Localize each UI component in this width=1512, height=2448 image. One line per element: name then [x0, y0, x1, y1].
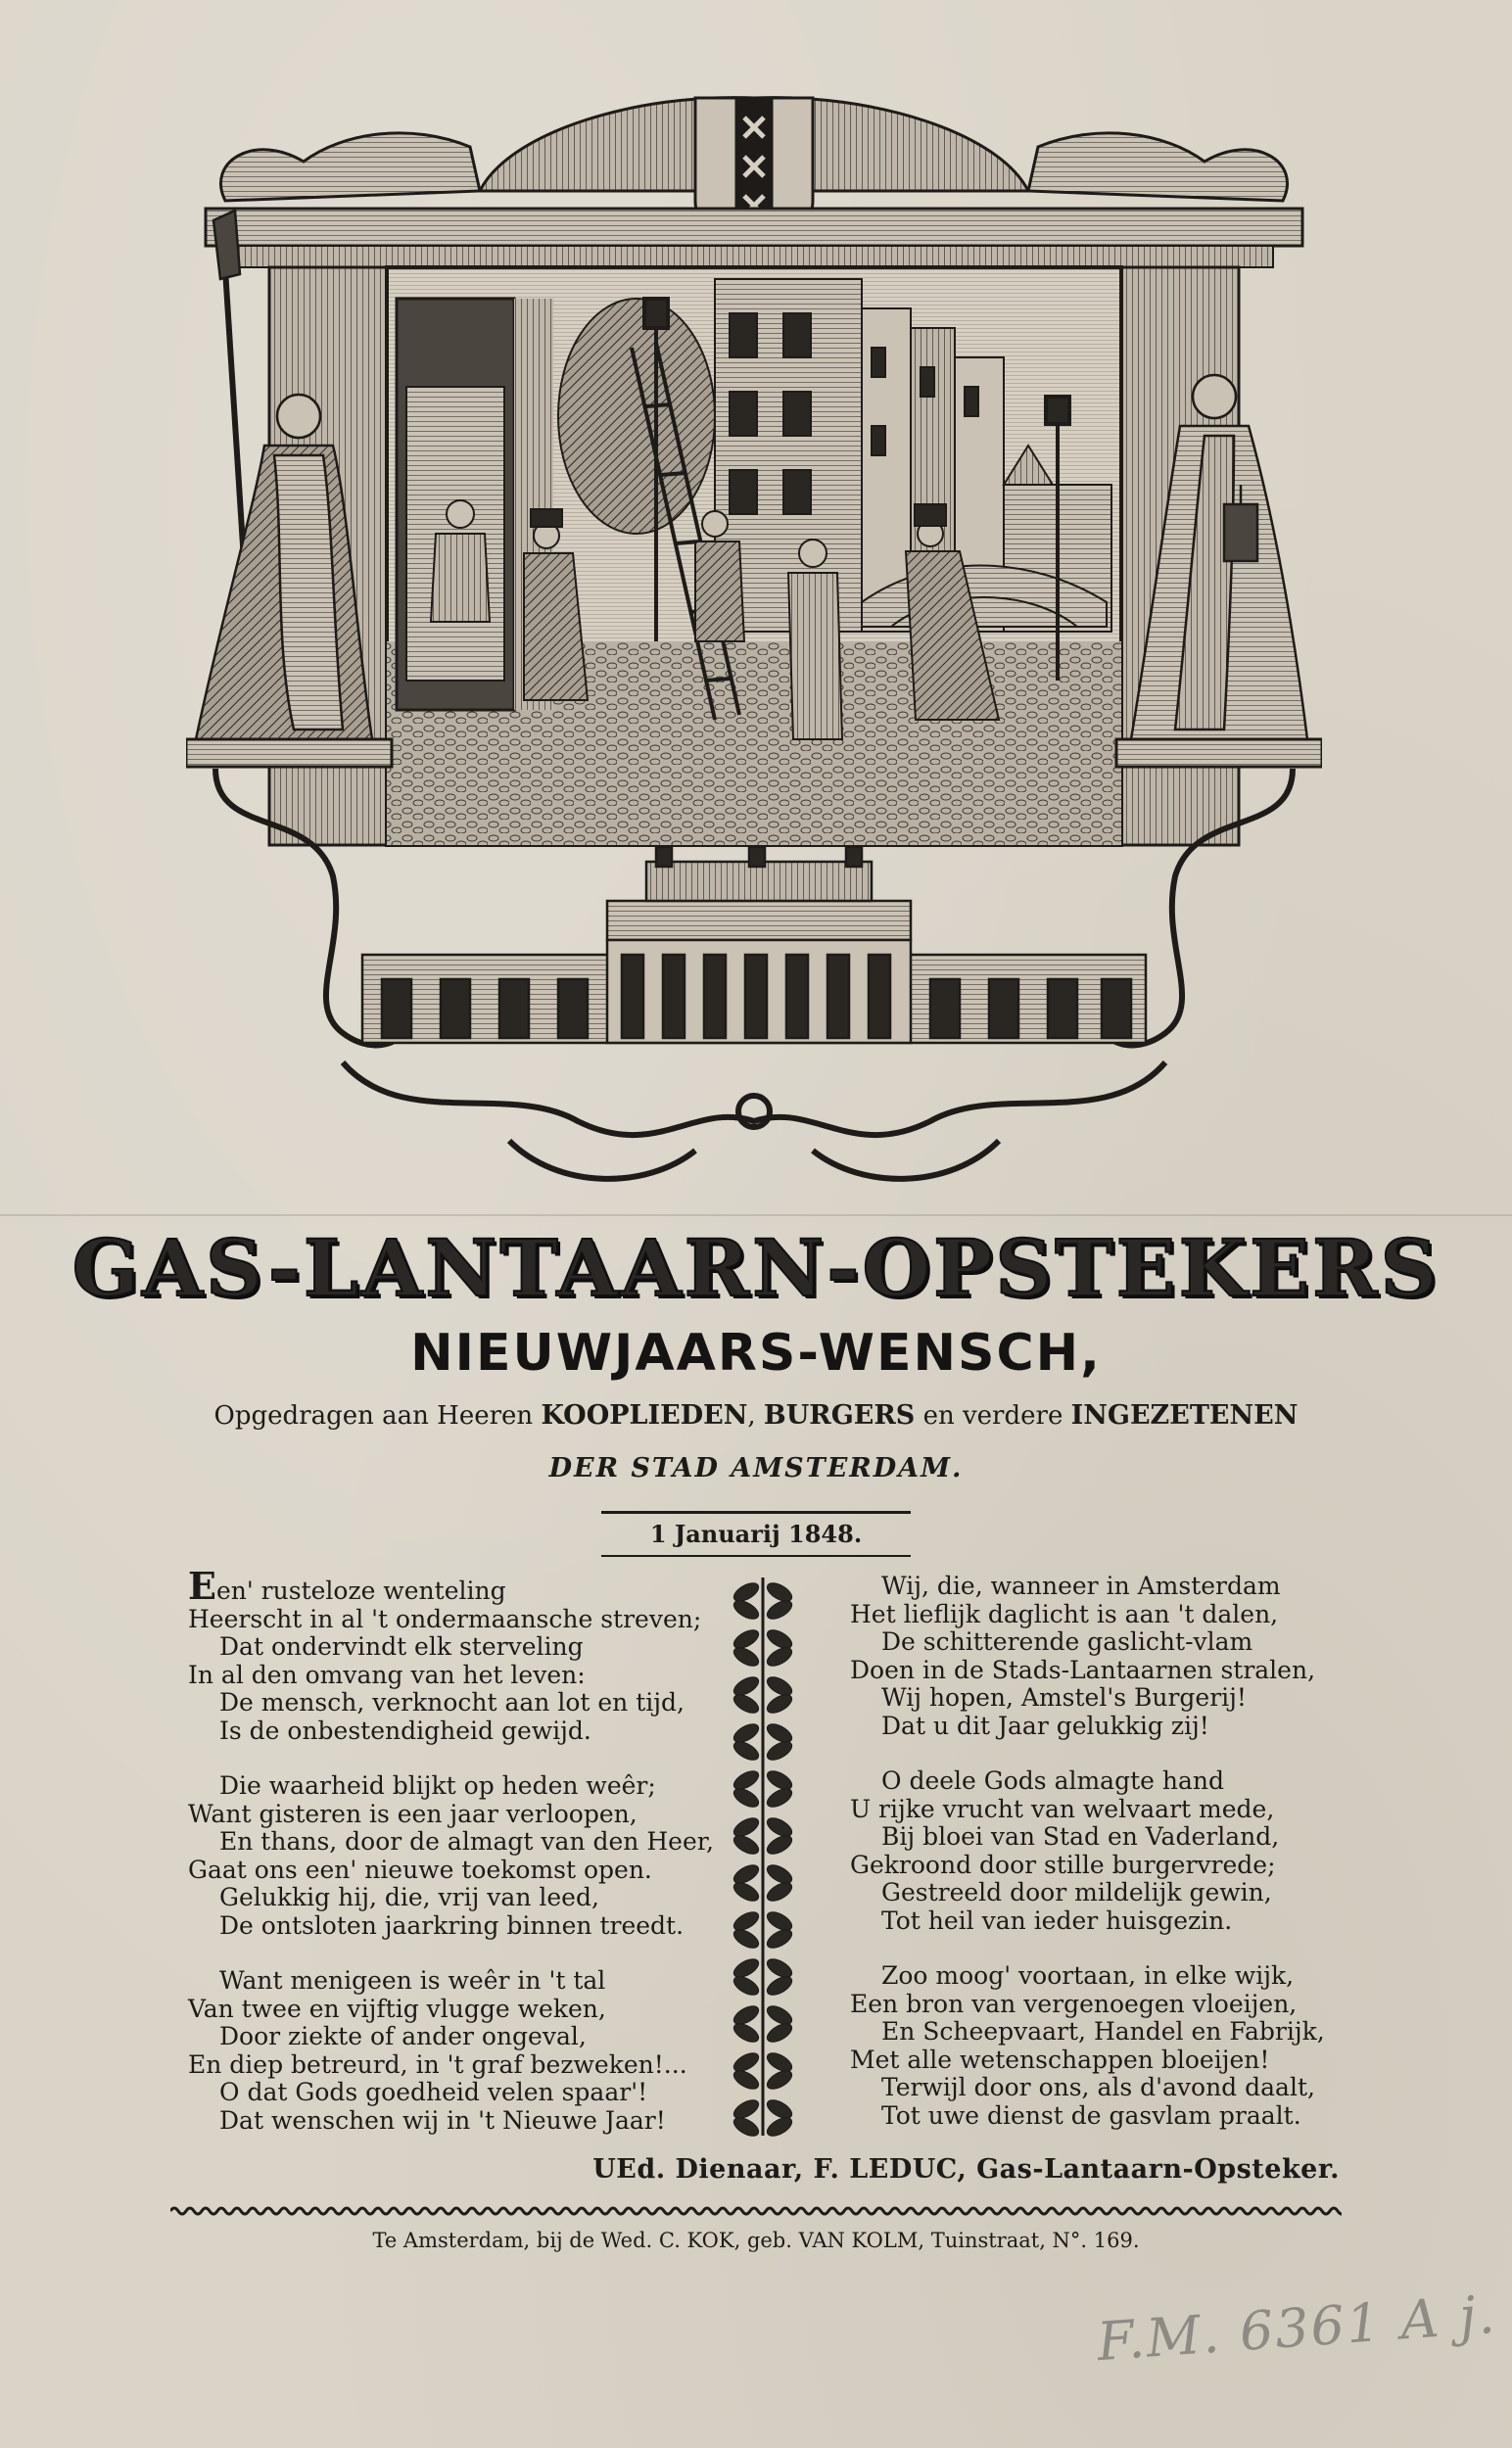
poem-line: En thans, door de almagt van den Heer,	[219, 1827, 714, 1856]
poem-line: Een bron van vergenoegen vloeijen,	[850, 1989, 1298, 2018]
poem-line-text: en' rusteloze wenteling	[215, 1577, 506, 1605]
poem-right-column	[850, 1572, 1325, 2157]
poem-line: Terwijl door ons, als d'avond daalt,	[881, 2073, 1315, 2101]
poem-line: Bij bloei van Stad en Vaderland,	[881, 1822, 1280, 1851]
poem-line: Tot uwe dienst de gasvlam praalt.	[881, 2100, 1301, 2130]
poem-line: Gaat ons een' nieuwe toekomst open.	[188, 1855, 652, 1884]
date-rule-top	[601, 1511, 911, 1514]
poem-line: O deele Gods almagte hand	[881, 1766, 1224, 1795]
poem-line: Heerscht in al 't ondermaansche streven;	[188, 1604, 702, 1633]
date-line: 1 Januarij 1848.	[649, 1520, 863, 1548]
main-title: GAS-LANTAARN-OPSTEKERS	[71, 1222, 1441, 1314]
dedication-prefix: Opgedragen aan Heeren	[213, 1401, 534, 1431]
poem-line: En diep betreurd, in 't graf bezweken!...	[188, 2049, 687, 2079]
city-line: DER STAD AMSTERDAM.	[548, 1453, 964, 1483]
poem-line: De schitterende gaslicht-vlam	[881, 1627, 1253, 1656]
poem-line: Gekroond door stille burgervrede;	[850, 1850, 1276, 1879]
wavy-rule	[170, 2203, 1342, 2219]
poem-line: De ontsloten jaarkring binnen treedt.	[219, 1910, 685, 1940]
printer-imprint: Te Amsterdam, bij de Wed. C. KOK, geb. VAN KOLM, Tuinstraat, N°. 169.	[372, 2229, 1140, 2252]
poem-line: Want gisteren is een jaar verloopen,	[188, 1799, 638, 1828]
subtitle: NIEUWJAARS-WENSCH,	[410, 1324, 1102, 1383]
poem-stanza	[188, 1771, 714, 1940]
poem-line: Dat u dit Jaar gelukkig zij!	[881, 1711, 1209, 1740]
poem-line: Wij hopen, Amstel's Burgerij!	[881, 1683, 1247, 1712]
poem-line: Zoo moog' voortaan, in elke wijk,	[881, 1961, 1295, 1990]
poem-line: Gestreeld door mildelijk gewin,	[881, 1878, 1272, 1907]
poem-line: Die waarheid blijkt op heden weêr;	[219, 1771, 656, 1800]
poem-stanza	[188, 1564, 702, 1745]
poem-line: Dat wenschen wij in 't Nieuwe Jaar!	[219, 2105, 666, 2135]
poem-line: Dat ondervindt elk sterveling	[219, 1632, 584, 1661]
poem-line	[188, 1564, 697, 1608]
dedication-burgers: BURGERS	[763, 1400, 916, 1431]
poem-line: Doen in de Stads-Lantaarnen stralen,	[850, 1655, 1316, 1684]
poem-line: In al den omvang van het leven:	[188, 1660, 586, 1689]
poem-stanza	[188, 1967, 697, 2135]
poem-line: Want menigeen is weêr in 't tal	[219, 1966, 606, 1995]
poem-line: En Scheepvaart, Handel en Fabrijk,	[881, 2017, 1325, 2046]
poem-line: U rijke vrucht van welvaart mede,	[850, 1794, 1275, 1823]
dedication-line: Opgedragen aan Heeren KOOPLIEDEN, BURGERS en verdere INGEZETENEN	[213, 1400, 1299, 1431]
drop-cap: E	[188, 1564, 216, 1608]
date-rule-bottom	[601, 1555, 911, 1557]
dedication-en-verdere: en verdere	[922, 1401, 1063, 1431]
poem-line: Is de onbestendigheid gewijd.	[219, 1716, 591, 1745]
poem-line: Wij, die, wanneer in Amsterdam	[881, 1572, 1281, 1600]
poem-line: De mensch, verknocht aan lot en tijd,	[219, 1688, 685, 1717]
poem-stanza	[850, 1961, 1325, 2130]
poem-line: Gelukkig hij, die, vrij van leed,	[219, 1883, 599, 1911]
poem-line: Met alle wetenschappen bloeijen!	[850, 2045, 1270, 2074]
signature-line: UEd. Dienaar, F. LEDUC, Gas-Lantaarn-Opsteker.	[592, 2154, 1340, 2185]
engraving-illustration	[186, 93, 1322, 1200]
poem-left-column	[188, 1564, 714, 2162]
poem-line: Het lieflijk daglicht is aan 't dalen,	[850, 1599, 1279, 1628]
poem-stanza	[850, 1573, 1320, 1740]
floral-ornament-column	[721, 1573, 805, 2141]
fold-line	[0, 1214, 1512, 1216]
poem-line: O dat Gods goedheid velen spaar'!	[219, 2078, 648, 2106]
poem-line: Van twee en vijftig vlugge weken,	[188, 1994, 606, 2023]
pencil-inventory-note: F.M. 6361 A j.	[1095, 2283, 1499, 2374]
poem-line: Door ziekte of ander ongeval,	[219, 2022, 587, 2050]
poem-line: Tot heil van ieder huisgezin.	[881, 1906, 1233, 1935]
dedication-kooplieden: KOOPLIEDEN	[541, 1400, 748, 1431]
dedication-ingezetenen: INGEZETENEN	[1070, 1400, 1299, 1431]
poem-stanza	[850, 1767, 1320, 1935]
